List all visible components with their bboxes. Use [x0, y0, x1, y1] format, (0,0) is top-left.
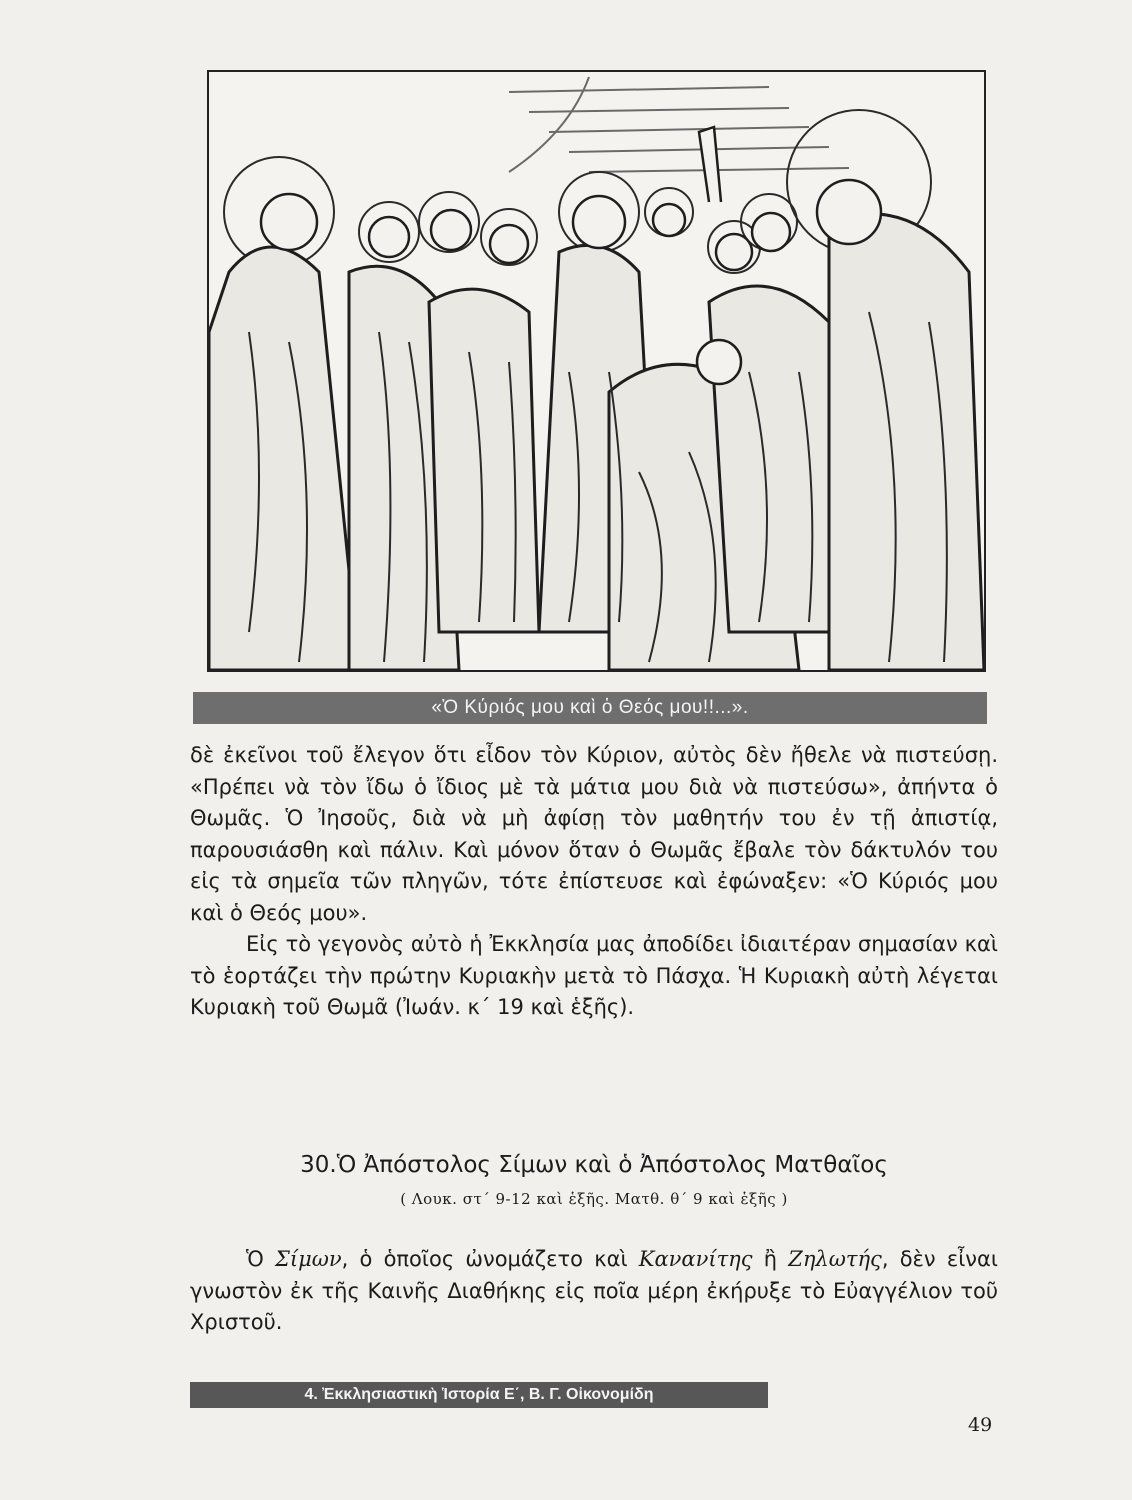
illustration-caption: «Ὁ Κύριός μου καὶ ὁ Θεός μου!!...». [193, 692, 987, 724]
name-simon: Σίμων [275, 1247, 342, 1271]
illustration-frame [207, 70, 986, 672]
section-reference: ( Λουκ. στ΄ 9-12 καὶ ἑξῆς. Ματθ. θ΄ 9 καὶ ἑξῆς ) [400, 1190, 788, 1208]
page-number: 49 [968, 1414, 993, 1436]
main-text-block [190, 740, 998, 1024]
text-span: , δὲν εἶναι γνωστὸν ἐκ τῆς Καινῆς Διαθήκης εἰς ποῖα μέρη ἐκήρυξε τὸ Εὐαγγέλιον τοῦ Χριστοῦ. [190, 1247, 998, 1334]
paragraph-continuation: δὲ ἐκεῖνοι τοῦ ἔλεγον ὅτι εἶδον τὸν Κύριον, αὐτὸς δὲν ἤθελε νὰ πιστεύσῃ. «Πρέπει νὰ τὸν ἴδω ὁ ἴδιος μὲ τὰ μάτια μου διὰ νὰ πιστεύσω», ἀπήντα ὁ Θωμᾶς. Ὁ Ἰησοῦς, διὰ νὰ μὴ ἀφίσῃ τὸν μαθητήν του ἐν τῇ ἀπιστίᾳ, παρουσιάσθη καὶ πάλιν. Καὶ μόνον ὅταν ὁ Θωμᾶς ἔβαλε τὸν δάκτυλόν του εἰς τὰ σημεῖα τῶν πληγῶν, τότε ἐπίστευσε καὶ ἐφώναξεν: «Ὁ Κύριός μου καὶ ὁ Θεός μου». [190, 743, 998, 925]
text-span: , ὁ ὁποῖος ὠνομάζετο καὶ [341, 1247, 639, 1271]
text-span: ἢ [752, 1247, 789, 1271]
paragraph-simon [190, 1244, 998, 1339]
paragraph-feast: Εἰς τὸ γεγονὸς αὐτὸ ἡ Ἐκκλησία μας ἀποδίδει ἰδιαιτέραν σημασίαν καὶ τὸ ἑορτάζει τὴν πρώτην Κυριακὴν μετὰ τὸ Πάσχα. Ἡ Κυριακὴ αὐτὴ λέγεται Κυριακὴ τοῦ Θωμᾶ (Ἰωάν. κ΄ 19 καὶ ἑξῆς). [190, 932, 998, 1019]
doubting-thomas-engraving-icon [209, 72, 984, 670]
name-zilotis: Ζηλωτής [788, 1247, 882, 1271]
name-kananitis: Κανανίτης [638, 1247, 753, 1271]
section-heading: 30.Ὁ Ἀπόστολος Σίμων καὶ ὁ Ἀπόστολος Ματθαῖος [300, 1152, 888, 1178]
section-text-block [190, 1244, 998, 1339]
text-span: Ὁ [246, 1247, 276, 1271]
footer-signature: 4. Ἐκκλησιαστικὴ Ἱστορία Ε΄, Β. Γ. Οἰκονομίδη [190, 1382, 768, 1408]
